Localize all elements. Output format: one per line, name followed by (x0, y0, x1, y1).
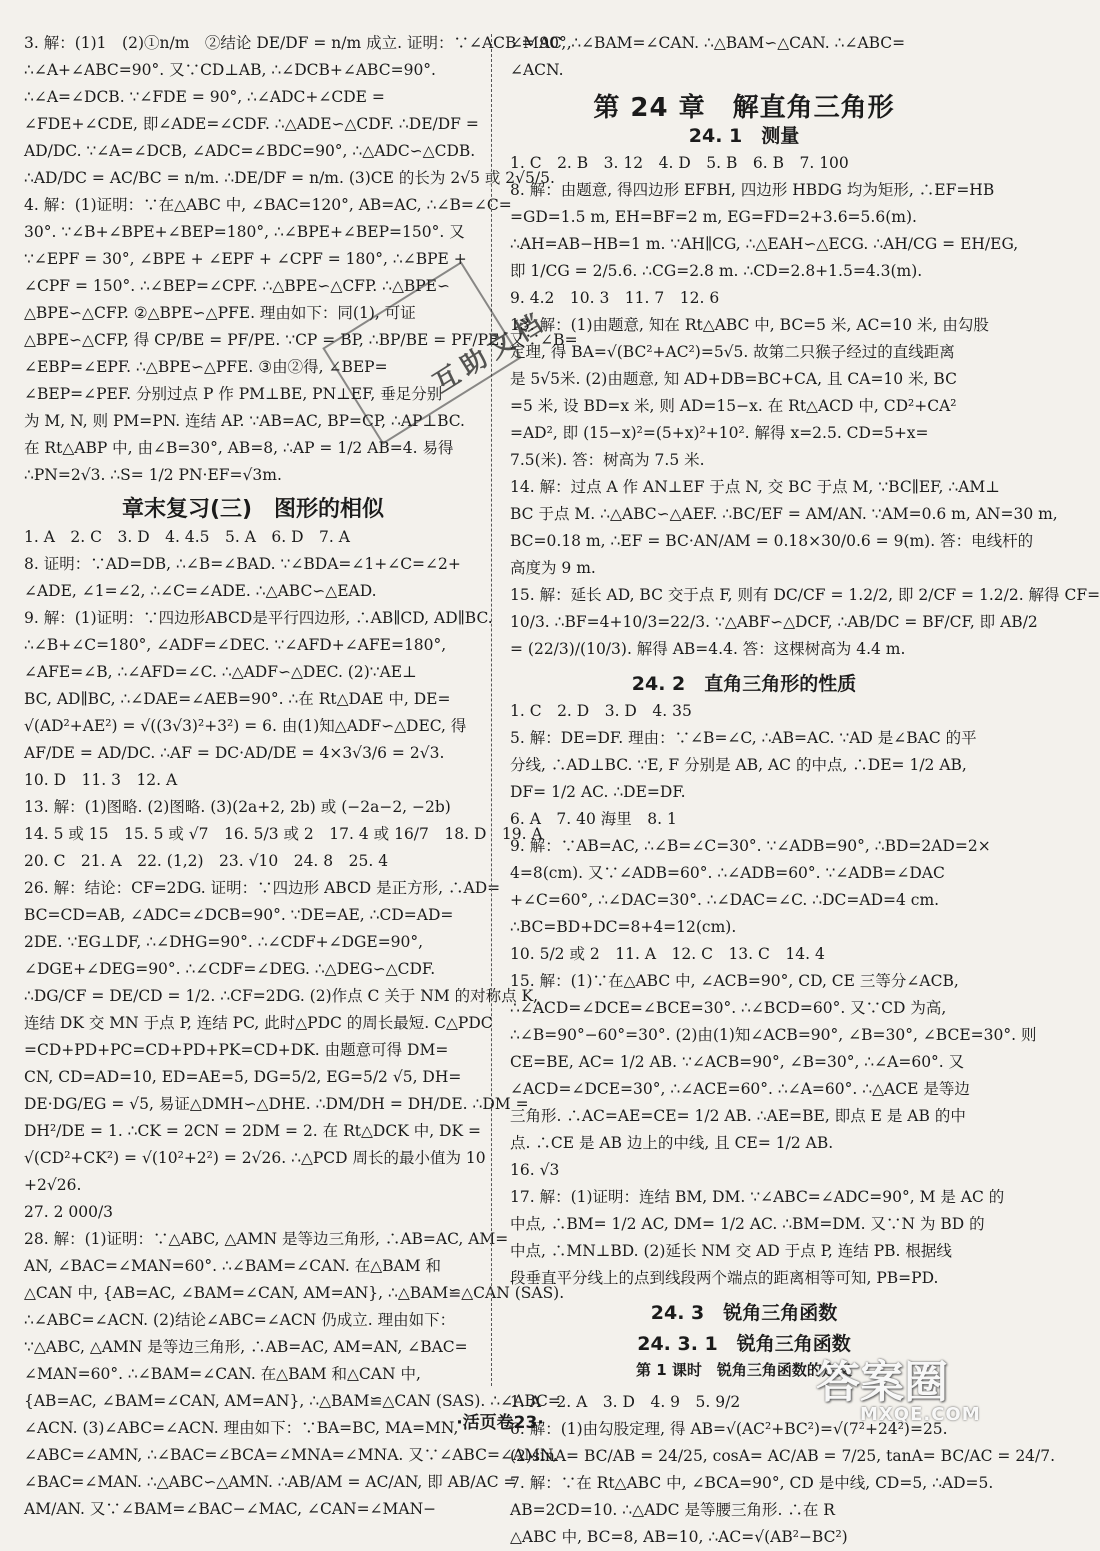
text-line: 7.5(米). 答：树高为 7.5 米. (510, 451, 705, 469)
text-line: ∴BC=BD+DC=8+4=12(cm). (510, 918, 737, 936)
text-line: 8. 证明：∵AD=DB, ∴∠B=∠BAD. ∵∠BDA=∠1+∠C=∠2+ (24, 555, 461, 573)
text-line: ∴∠ABC=∠ACN. (2)结论∠ABC=∠ACN 仍成立. 理由如下： (24, 1311, 456, 1329)
logo-main-text: 答案圈 (816, 1357, 948, 1408)
section-heading: 24. 1 测量 (688, 125, 800, 147)
text-line: 高度为 9 m. (510, 559, 596, 577)
text-line: 定理, 得 BA=√(BC²+AC²)=5√5. 故第二只猴子经过的直线距离 (510, 343, 955, 361)
text-line: √(CD²+CK²) = √(10²+2²) = 2√26. ∴△PCD 周长的最小值为 10 (24, 1149, 486, 1167)
text-line: 是 5√5米. (2)由题意, 知 AD+DB=BC+CA, 且 CA=10 米, BC (510, 370, 957, 388)
text-line: 2DE. ∵EG⊥DF, ∴∠DHG=90°. ∴∠CDF+∠DGE=90°, (24, 933, 424, 951)
text-line: 10. 5/2 或 2 11. A 12. C 13. C 14. 4 (510, 945, 825, 963)
text-line: 10/3. ∴BF=4+10/3=22/3. ∵△ABF∽△DCF, ∴AB/DC = BF/CF, 即 AB/2 (510, 613, 1038, 631)
text-line: 13. 解：(1)由题意, 知在 Rt△ABC 中, BC=5 米, AC=10 米, 由勾股 (510, 316, 989, 334)
text-line: 1. A 2. A 3. D 4. 9 5. 9/2 (510, 1393, 741, 1411)
text-line: 分线, ∴AD⊥BC. ∵E, F 分别是 AB, AC 的中点, ∴DE= 1/2 AB, (510, 756, 967, 774)
text-line: ∴AH=AB−HB=1 m. ∵AH∥CG, ∴△EAH∽△ECG. ∴AH/CG = EH/EG, (510, 235, 1019, 253)
section-heading: 章末复习(三) 图形的相似 (121, 497, 385, 522)
text-line: CE=BE, AC= 1/2 AB. ∵∠ACB=90°, ∠B=30°, ∴∠A=60°. 又 (510, 1053, 965, 1071)
text-line: AF/DE = AD/DC. ∴AF = DC·AD/DE = 4×3√3/6 = 2√3. (24, 744, 445, 762)
text-line: ∴AD/DC = AC/BC = n/m. ∴DE/DF = n/m. (3)CE 的长为 2√5 或 2√5/5. (24, 169, 555, 187)
text-line: 30°. ∵∠B+∠BPE+∠BEP=180°, ∴∠BPE+∠BEP=150°. 又 (24, 223, 465, 241)
text-line: 15. 解：(1)∵在△ABC 中, ∠ACB=90°, CD, CE 三等分∠ACB, (510, 972, 959, 990)
text-line: 1. A 2. C 3. D 4. 4.5 5. A 6. D 7. A (24, 528, 350, 546)
text-line: 15. 解：延长 AD, BC 交于点 F, 则有 DC/CF = 1.2/2, 即 2/CF = 1.2/2. 解得 CF= (510, 586, 1100, 604)
text-line: 6. A 7. 40 海里 8. 1 (510, 810, 677, 828)
text-line: 16. √3 (510, 1161, 560, 1179)
text-line: =CD+PD+PC=CD+PD+PK=CD+DK. 由题意可得 DM= (24, 1041, 449, 1059)
section-heading: 24. 3 锐角三角函数 (650, 1302, 838, 1324)
section-heading: 24. 2 直角三角形的性质 (631, 673, 857, 695)
text-line: +2√26. (24, 1176, 82, 1194)
text-line: ∠MAN=60°. ∴∠BAM=∠CAN. 在△BAM 和△CAN 中, (24, 1365, 421, 1383)
text-line: △BPE∽△CFP, 得 CP/BE = PF/PE. ∵CP = BP, ∴BP/BE = PF/PE. 又∵∠B= (24, 331, 578, 349)
text-line: CN, CD=AD=10, ED=AE=5, DG=5/2, EG=5/2 √5, DH= (24, 1068, 462, 1086)
text-line: = (22/3)/(10/3). 解得 AB=4.4. 答：这棵树高为 4.4 m. (510, 640, 906, 658)
text-line: ∵∠EPF = 30°, ∠BPE + ∠EPF + ∠CPF = 180°, ∴∠BPE + (24, 250, 467, 268)
text-line: ∠BEP=∠PEF. 分别过点 P 作 PM⊥BE, PN⊥EF, 垂足分别 (24, 385, 443, 403)
section-heading: 第 1 课时 锐角三角函数的定义 (636, 1361, 852, 1379)
text-line: ∴∠A=∠DCB. ∵∠FDE = 90°, ∴∠ADC+∠CDE = (24, 88, 385, 106)
text-line: AM/AN. 又∵∠BAM=∠BAC−∠MAC, ∠CAN=∠MAN− (24, 1500, 437, 1518)
text-line: 中点, ∴MN⊥BD. (2)延长 NM 交 AD 于点 P, 连结 PB. 根据线 (510, 1242, 952, 1260)
text-line: △BPE∽△CFP. ②△BPE∽△PFE. 理由如下：同(1), 可证 (24, 304, 416, 322)
text-line: 1. C 2. B 3. 12 4. D 5. B 6. B 7. 100 (510, 154, 849, 172)
text-line: +∠C=60°, ∴∠DAC=30°. ∴∠DAC=∠C. ∴DC=AD=4 cm. (510, 891, 940, 909)
text-line: =5 米, 设 BD=x 米, 则 AD=15−x. 在 Rt△ACD 中, CD²+CA² (510, 397, 957, 415)
text-line: ∠EBP=∠EPF. ∴△BPE∽△PFE. ③由②得, ∠BEP= (24, 358, 388, 376)
text-line: ∠ACN. (510, 61, 564, 79)
text-line: BC=CD=AB, ∠ADC=∠DCB=90°. ∵DE=AE, ∴CD=AD= (24, 906, 454, 924)
right-column (510, 30, 1100, 1551)
text-line: ∠CPF = 150°. ∴∠BEP=∠CPF. ∴△BPE∽△CFP. ∴△BPE∽ (24, 277, 450, 295)
text-line: 8. 解：由题意, 得四边形 EFBH, 四边形 HBDG 均为矩形, ∴EF=HB (510, 181, 995, 199)
text-line: 28. 解：(1)证明：∵△ABC, △AMN 是等边三角形, ∴AB=AC, AM= (24, 1230, 509, 1248)
text-line: ∠MAC, ∴∠BAM=∠CAN. ∴△BAM∽△CAN. ∴∠ABC= (510, 34, 906, 52)
text-line: ∴PN=2√3. ∴S= 1/2 PN·EF=√3m. (24, 466, 282, 484)
text-line: √(AD²+AE²) = √((3√3)²+3²) = 6. 由(1)知△ADF∽△DEC, 得 (24, 717, 467, 735)
text-line: ∴DG/CF = DE/CD = 1/2. ∴CF=2DG. (2)作点 C 关于 NM 的对称点 K, (24, 987, 539, 1005)
text-line: 9. 4.2 10. 3 11. 7 12. 6 (510, 289, 720, 307)
text-line: 3. 解：(1)1 (2)①n/m ②结论 DE/DF = n/m 成立. 证明：∵∠ACB = 90°, (24, 34, 572, 52)
text-line: ∴∠B+∠C=180°, ∠ADF=∠DEC. ∵∠AFD+∠AFE=180°, (24, 636, 447, 654)
text-line: 为 M, N, 则 PM=PN. 连结 AP. ∵AB=AC, BP=CP, ∴AP⊥BC. (24, 412, 465, 430)
text-line: BC 于点 M. ∴△ABC∽△AEF. ∴BC/EF = AM/AN. ∵AM=0.6 m, AN=30 m, (510, 505, 1058, 523)
text-line: △CAN 中, {AB=AC, ∠BAM=∠CAN, AM=AN}, ∴△BAM≌△CAN (SAS). (24, 1284, 565, 1302)
text-line: 4=8(cm). 又∵∠ADB=60°. ∴∠ADB=60°. ∵∠ADB=∠DAC (510, 864, 945, 882)
text-line: ∴∠ACD=∠DCE=∠BCE=30°. ∴∠BCD=60°. 又∵CD 为高, (510, 999, 947, 1017)
text-line: 17. 解：(1)证明：连结 BM, DM. ∵∠ABC=∠ADC=90°, M 是 AC 的 (510, 1188, 1005, 1206)
text-line: ∴∠B=90°−60°=30°. (2)由(1)知∠ACB=90°, ∠B=30°, ∠BCE=30°. 则 (510, 1026, 1037, 1044)
text-line: △ABC 中, BC=8, AB=10, ∴AC=√(AB²−BC²) (510, 1528, 848, 1546)
text-line: ∠ADE, ∠1=∠2, ∴∠C=∠ADE. ∴△ABC∽△EAD. (24, 582, 377, 600)
text-line: 20. C 21. A 22. (1,2) 23. √10 24. 8 25. 4 (24, 852, 389, 870)
text-line: 中点, ∴BM= 1/2 AC, DM= 1/2 AC. ∴BM=DM. 又∵N 为 BD 的 (510, 1215, 985, 1233)
text-line: 9. 解：(1)证明：∵四边形ABCD是平行四边形, ∴AB∥CD, AD∥BC. (24, 609, 493, 627)
text-line: AN, ∠BAC=∠MAN=60°. ∴∠BAM=∠CAN. 在△BAM 和 (24, 1257, 442, 1275)
column-divider (491, 34, 492, 1386)
text-line: ∠ACD=∠DCE=30°, ∴∠ACE=60°. ∴∠A=60°. ∴△ACE 是等边 (510, 1080, 970, 1098)
text-line: 4. 解：(1)证明：∵在△ABC 中, ∠BAC=120°, AB=AC, ∴∠B=∠C= (24, 196, 512, 214)
text-line: ∠DGE+∠DEG=90°. ∴∠CDF=∠DEG. ∴△DEG∽△CDF. (24, 960, 436, 978)
text-line: 段垂直平分线上的点到线段两个端点的距离相等可知, PB=PD. (510, 1269, 939, 1287)
watermark-text: 互助文档 (428, 305, 553, 400)
text-line: 三角形. ∴AC=AE=CE= 1/2 AB. ∴AE=BE, 即点 E 是 AB 的中 (510, 1107, 966, 1125)
text-line: 14. 解：过点 A 作 AN⊥EF 于点 N, 交 BC 于点 M, ∵BC∥EF, ∴AM⊥ (510, 478, 1000, 496)
text-line: =GD=1.5 m, EH=BF=2 m, EG=FD=2+3.6=5.6(m). (510, 208, 917, 226)
text-line: (2)sinA= BC/AB = 24/25, cosA= AC/AB = 7/25, tanA= BC/AC = 24/7. (510, 1447, 1056, 1465)
text-line: ∠ABC=∠AMN, ∴∠BAC=∠BCA=∠MNA=∠MNA. 又∵∠ABC=∠AMN, (24, 1446, 558, 1464)
section-heading: 24. 3. 1 锐角三角函数 (637, 1333, 851, 1355)
text-line: ∠FDE+∠CDE, 即∠ADE=∠CDF. ∴△ADE∽△CDF. ∴DE/DF = (24, 115, 479, 133)
text-line: ∠ACN. (3)∠ABC=∠ACN. 理由如下：∵BA=BC, MA=MN, (24, 1419, 459, 1437)
text-line: 14. 5 或 15 15. 5 或 √7 16. 5/3 或 2 17. 4 或 16/7 18. D 19. A (24, 825, 543, 843)
text-line: ∠AFE=∠B, ∴∠AFD=∠C. ∴△ADF∽△DEC. (2)∵AE⊥ (24, 663, 417, 681)
text-line: 6. 解：(1)由勾股定理, 得 AB=√(AC²+BC²)=√(7²+24²)=25. (510, 1420, 948, 1438)
text-line: 5. 解：DE=DF. 理由：∵∠B=∠C, ∴AB=AC. ∵AD 是∠BAC 的平 (510, 729, 977, 747)
text-line: ∠BAC=∠MAN. ∴△ABC∽△AMN. ∴AB/AM = AC/AN, 即 AB/AC = (24, 1473, 517, 1491)
text-line: ∴∠A+∠ABC=90°. 又∵CD⊥AB, ∴∠DCB+∠ABC=90°. (24, 61, 436, 79)
text-line: 在 Rt△ABP 中, 由∠B=30°, AB=8, ∴AP = 1/2 AB=4. 易得 (24, 439, 454, 457)
text-line: 连结 DK 交 MN 于点 P, 连结 PC, 此时△PDC 的周长最短. C△PDC (24, 1014, 493, 1032)
text-line: AD/DC. ∵∠A=∠DCB, ∠ADC=∠BDC=90°, ∴△ADC∽△CDB. (24, 142, 476, 160)
text-line: 13. 解：(1)图略. (2)图略. (3)(2a+2, 2b) 或 (−2a−2, −2b) (24, 798, 451, 816)
text-line: BC, AD∥BC, ∴∠DAE=∠AEB=90°. ∴在 Rt△DAE 中, DE= (24, 690, 451, 708)
text-line: DH²/DE = 1. ∴CK = 2CN = 2DM = 2. 在 Rt△DCK 中, DK = (24, 1122, 481, 1140)
section-heading: 第 24 章 解直角三角形 (593, 93, 895, 123)
text-line: 9. 解：∵AB=AC, ∴∠B=∠C=30°. ∵∠ADB=90°, ∴BD=2AD=2× (510, 837, 991, 855)
text-line: 10. D 11. 3 12. A (24, 771, 178, 789)
text-line: DE·DG/EG = √5, 易证△DMH∽△DHE. ∴DM/DH = DH/DE. ∴DM = (24, 1095, 529, 1113)
text-line: 即 1/CG = 2/5.6. ∴CG=2.8 m. ∴CD=2.8+1.5=4.3(m). (510, 262, 923, 280)
text-line: 点. ∴CE 是 AB 边上的中线, 且 CE= 1/2 AB. (510, 1134, 834, 1152)
text-line: {AB=AC, ∠BAM=∠CAN, AM=AN}, ∴△BAM≌△CAN (SAS). ∴∠ABC= (24, 1392, 561, 1410)
text-line: =AD², 即 (15−x)²=(5+x)²+10². 解得 x=2.5. CD=5+x= (510, 424, 929, 442)
text-line: 1. C 2. D 3. D 4. 35 (510, 702, 692, 720)
page-footer: ·活页卷23· (456, 1413, 544, 1433)
text-line: 26. 解：结论：CF=2DG. 证明：∵四边形 ABCD 是正方形, ∴AD= (24, 879, 501, 897)
logo-sub-text: MXQE.COM (860, 1404, 981, 1425)
site-logo (810, 1346, 990, 1440)
text-line: BC=0.18 m, ∴EF = BC·AN/AM = 0.18×30/0.6 = 9(m). 答：电线杆的 (510, 532, 1034, 550)
text-line: 27. 2 000/3 (24, 1203, 114, 1221)
text-line: ∵△ABC, △AMN 是等边三角形, ∴AB=AC, AM=AN, ∠BAC= (24, 1338, 468, 1356)
text-line: DF= 1/2 AC. ∴DE=DF. (510, 783, 686, 801)
text-line: 7. 解：∵在 Rt△ABC 中, ∠BCA=90°, CD 是中线, CD=5, ∴AD=5. (510, 1474, 994, 1492)
text-line: AB=2CD=10. ∴△ADC 是等腰三角形. ∴在 R (510, 1501, 835, 1519)
